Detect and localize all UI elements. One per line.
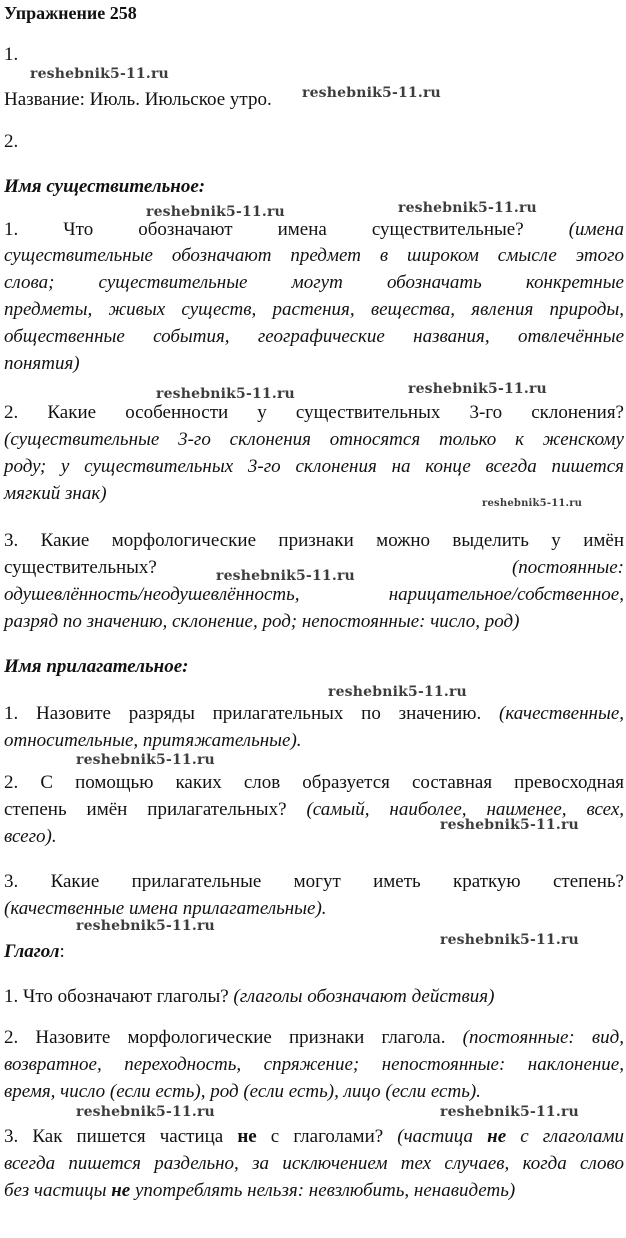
verb-q3-question-start: 3. Как пишется частица — [4, 1126, 224, 1147]
noun-q3-answer-start: (постоянные: — [511, 557, 624, 578]
watermark: reshebnik5-11.ru — [76, 752, 215, 768]
verb-q3-line3-start: без частицы — [4, 1180, 107, 1201]
noun-q1-line-5: общественные события, географические названия, отвлечённые — [4, 326, 624, 347]
verb-q3-answer-particle: не — [487, 1126, 507, 1147]
watermark: reshebnik5-11.ru — [146, 204, 285, 220]
adj-q3-line-2: (качественные имена прилагательные). — [4, 898, 327, 919]
verb-q3-answer-start: (частица — [397, 1126, 474, 1147]
adj-q1-question: 1. Назовите разряды прилагательных по значению. — [4, 703, 482, 724]
exercise-title: Упражнение 258 — [4, 3, 137, 23]
watermark: reshebnik5-11.ru — [398, 200, 537, 216]
noun-q3-question-end: существительных? — [4, 557, 157, 578]
verb-q2-answer-start: (постоянные: вид, — [462, 1027, 625, 1048]
adj-q2-answer-start: (самый, наиболее, наименее, всех, — [306, 799, 625, 820]
noun-q2-line-4: мягкий знак) — [4, 483, 107, 504]
noun-q2-line-3: роду; у существительных 3-го склонения на конце всегда пишется — [4, 456, 624, 477]
adj-q2-line-1: 2. С помощью каких слов образуется составная превосходная — [4, 772, 624, 793]
item-1-number: 1. — [4, 44, 19, 65]
adjective-heading: Имя прилагательное: — [4, 656, 189, 677]
noun-q1-line-3: слова; существительные могут обозначать конкретные — [4, 272, 624, 293]
verb-q3-line3-particle: не — [111, 1180, 131, 1201]
watermark: reshebnik5-11.ru — [440, 1104, 579, 1120]
item-1-text: Название: Июль. Июльское утро. — [4, 89, 272, 110]
watermark: reshebnik5-11.ru — [440, 817, 579, 833]
noun-q1-line-6: понятия) — [4, 353, 80, 374]
watermark: reshebnik5-11.ru — [482, 498, 583, 509]
verb-q2-line-3: время, число (если есть), род (если есть), лицо (если есть). — [4, 1081, 481, 1102]
verb-q1-answer: (глаголы обозначают действия) — [233, 986, 495, 1007]
watermark: reshebnik5-11.ru — [408, 381, 547, 397]
verb-q2-question: 2. Назовите морфологические признаки глагола. — [4, 1027, 446, 1048]
verb-heading — [4, 941, 65, 963]
noun-q3-line-4: разряд по значению, склонение, род; непостоянные: число, род) — [4, 611, 520, 632]
verb-q3-question-end: с глаголами? — [270, 1126, 384, 1147]
noun-q2-line-2: (существительные 3-го склонения относятся только к женскому — [4, 429, 624, 450]
noun-q2-line-1: 2. Какие особенности у существительных 3-го склонения? — [4, 402, 624, 423]
noun-q1-line-1 — [4, 219, 624, 241]
watermark: reshebnik5-11.ru — [302, 85, 441, 101]
adj-q1-line-1 — [4, 703, 624, 725]
noun-q3-line-3: одушевлённость/неодушевлённость, нарицательное/собственное, — [4, 584, 624, 605]
noun-q1-line-4: предметы, живых существ, растения, вещества, явления природы, — [4, 299, 624, 320]
verb-heading-colon: : — [59, 941, 65, 962]
watermark: reshebnik5-11.ru — [328, 684, 467, 700]
watermark: reshebnik5-11.ru — [30, 66, 169, 82]
adj-q3-line-1: 3. Какие прилагательные могут иметь краткую степень? — [4, 871, 624, 892]
verb-q2-line-1 — [4, 1027, 624, 1049]
watermark: reshebnik5-11.ru — [440, 932, 579, 948]
watermark: reshebnik5-11.ru — [76, 918, 215, 934]
adj-q2-question-end: степень имён прилагательных? — [4, 799, 287, 820]
verb-q3-line-2: всегда пишется раздельно, за исключением тех случаев, когда слово — [4, 1153, 624, 1174]
noun-q3-line-1: 3. Какие морфологические признаки можно выделить у имён — [4, 530, 624, 551]
adj-q1-line-2: относительные, притяжательные). — [4, 730, 302, 751]
noun-q1-answer-start: (имена — [568, 219, 625, 240]
adj-q1-answer-start: (качественные, — [499, 703, 625, 724]
watermark: reshebnik5-11.ru — [156, 386, 295, 402]
verb-heading-text: Глагол — [4, 941, 60, 962]
noun-q1-line-2: существительные обозначают предмет в широком смысле этого — [4, 245, 624, 266]
verb-q1-question: 1. Что обозначают глаголы? — [4, 986, 229, 1007]
adj-q2-line-3: всего). — [4, 826, 57, 847]
noun-heading: Имя существительное: — [4, 176, 206, 197]
verb-q3-line-3 — [4, 1180, 515, 1202]
verb-q3-answer-cont: с глаголами — [520, 1126, 625, 1147]
verb-q2-line-2: возвратное, переходность, спряжение; непостоянные: наклонение, — [4, 1054, 624, 1075]
verb-q3-line3-end: употреблять нельзя: невзлюбить, ненавидеть) — [134, 1180, 516, 1201]
watermark: reshebnik5-11.ru — [76, 1104, 215, 1120]
verb-q1-line — [4, 986, 494, 1008]
noun-q1-question: 1. Что обозначают имена существительные? — [4, 219, 524, 240]
verb-q3-particle: не — [237, 1126, 257, 1147]
watermark: reshebnik5-11.ru — [216, 568, 355, 584]
verb-q3-line-1 — [4, 1126, 624, 1148]
item-2-number: 2. — [4, 131, 19, 152]
